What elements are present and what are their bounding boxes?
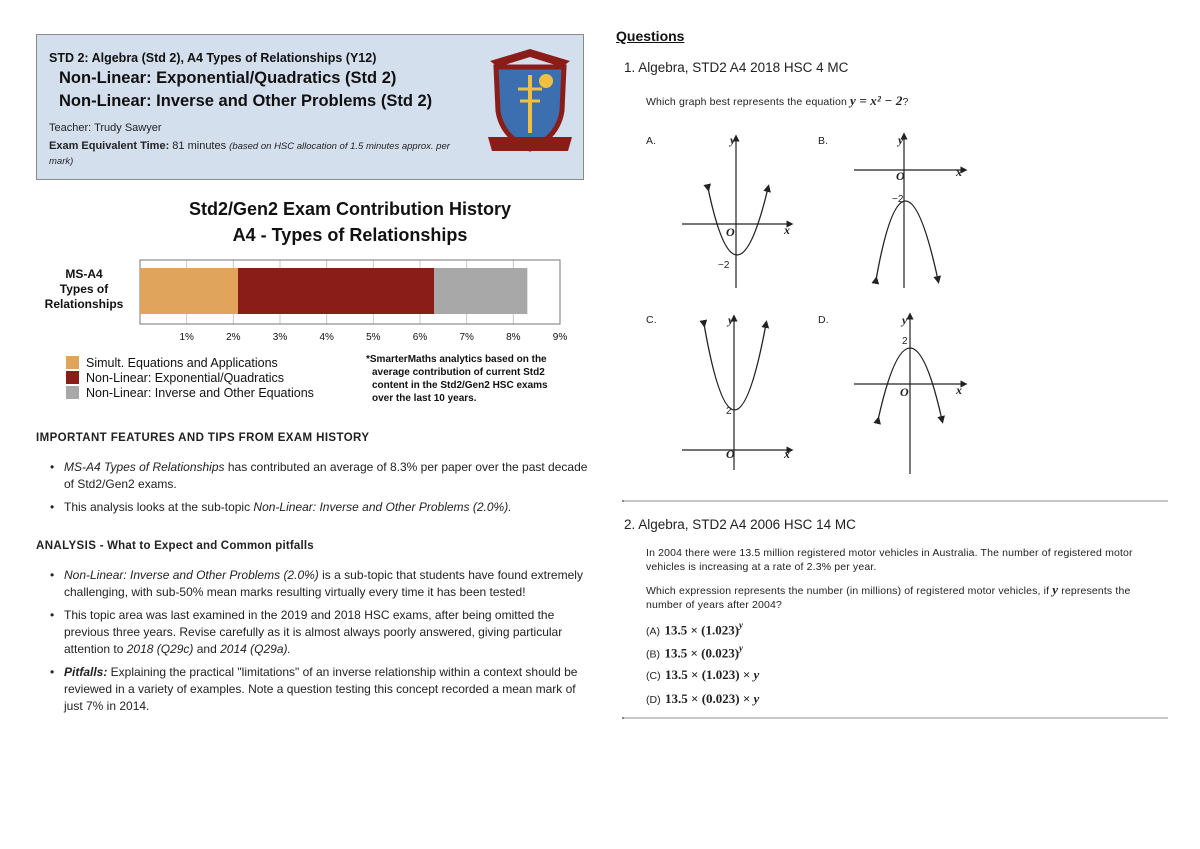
category-label-line-3: Relationships — [44, 297, 124, 311]
legend-swatch-simult — [66, 356, 79, 369]
origin-label: O — [726, 225, 735, 239]
list-item-text: has contributed an average of 8.3% per paper over the past decade of Std2/Gen2 exams. — [64, 460, 588, 491]
x-tick-label: 4% — [319, 332, 334, 343]
graph-option-a[interactable] — [678, 132, 798, 292]
chart-note-line-3: content in the Std2/Gen2 HSC exams — [372, 380, 548, 391]
pitfalls-label: Pitfalls: — [64, 665, 108, 679]
intercept-label: 2 — [902, 336, 908, 347]
option-label: (B) — [646, 648, 660, 661]
features-heading: IMPORTANT FEATURES AND TIPS FROM EXAM HISTORY — [36, 432, 370, 444]
legend-swatch-exponential — [66, 371, 79, 384]
option-expression: 13.5 × (0.023) — [664, 645, 740, 661]
list-item-text: and — [193, 642, 221, 656]
course-line: STD 2: Algebra (Std 2), A4 Types of Relationships (Y12) — [49, 51, 377, 65]
origin-label: O — [900, 385, 909, 399]
option-label: (A) — [646, 625, 660, 638]
y-axis-label: y — [902, 313, 908, 327]
option-variable: y — [753, 691, 760, 706]
x-tick-labels — [179, 332, 567, 343]
graph-option-d[interactable] — [852, 312, 972, 477]
contribution-chart — [36, 192, 586, 417]
chart-bars — [140, 268, 527, 314]
q1-prompt — [646, 93, 908, 109]
list-item-text: is a sub-topic that students have found extremely challenging, with sub-50% mean marks resulting virtually every time it has been tested! — [64, 568, 583, 599]
list-item-text: This topic area was last examined in the 2019 and 2018 HSC exams, after being omitted the previous three years. Revise carefully as it is almost always poorly answered, giving particular attention to — [64, 608, 563, 656]
analysis-heading — [36, 540, 314, 552]
y-axis-label: y — [898, 133, 904, 147]
option-c-label[interactable]: C. — [646, 314, 657, 326]
reference-2018: 2018 (Q29c) — [126, 642, 194, 656]
q2-para1: In 2004 there were 13.5 million registered motor vehicles in Australia. The number of registered motor vehicles is increasing at a rate of 2.3% per year. — [646, 547, 1133, 573]
option-expression: 13.5 × (0.023) × — [665, 691, 754, 706]
questions-heading: Questions — [616, 28, 685, 44]
option-variable: y — [753, 667, 760, 682]
list-item — [50, 607, 590, 658]
x-tick-label: 1% — [179, 332, 194, 343]
legend-label-simult: Simult. Equations and Applications — [86, 356, 278, 370]
analysis-heading-rest: - What to Expect and Common pitfalls — [96, 540, 314, 552]
list-item — [50, 567, 590, 601]
q2-variable: y — [1052, 582, 1059, 597]
x-axis-label: x — [956, 165, 962, 179]
x-axis-label: x — [784, 447, 790, 461]
chart-note-line-1: *SmarterMaths analytics based on the — [366, 354, 547, 365]
x-tick-label: 7% — [459, 332, 474, 343]
q2-para2-text: Which expression represents the number (in millions) of registered motor vehicles, if — [646, 585, 1053, 597]
option-d-label[interactable]: D. — [818, 314, 829, 326]
option-exponent: y — [739, 643, 744, 653]
q2-para2 — [646, 583, 1166, 612]
intercept-label: 2 — [726, 406, 732, 417]
x-tick-label: 8% — [506, 332, 521, 343]
graph-option-b[interactable] — [852, 132, 972, 292]
category-label-line-2: Types of — [59, 282, 109, 296]
x-tick-label: 3% — [272, 332, 288, 343]
question-divider — [622, 717, 1168, 719]
teacher-name: Trudy Sawyer — [94, 122, 162, 134]
legend-label-inverse: Non-Linear: Inverse and Other Equations — [86, 386, 314, 400]
subtopic-name: Non-Linear: Inverse and Other Problems (2.0%) — [64, 568, 319, 582]
legend-swatch-inverse — [66, 386, 79, 399]
exam-time-line — [49, 139, 469, 169]
q2-option-a[interactable] — [646, 620, 743, 639]
reference-2014: 2014 (Q29a). — [220, 642, 291, 656]
x-axis-label: x — [956, 383, 962, 397]
q2-option-d[interactable] — [646, 690, 759, 708]
q2-title: 2. Algebra, STD2 A4 2006 HSC 14 MC — [624, 517, 856, 532]
list-item — [50, 664, 590, 715]
option-b-label[interactable]: B. — [818, 135, 829, 147]
chart-note-line-4: over the last 10 years. — [372, 393, 477, 404]
option-label: (C) — [646, 670, 661, 682]
exam-time-label: Exam Equivalent Time: — [49, 140, 170, 152]
teacher-line — [49, 122, 162, 134]
q2-option-c[interactable] — [646, 666, 759, 684]
x-tick-label: 9% — [552, 332, 568, 343]
chart-subtitle: A4 - Types of Relationships — [232, 225, 468, 245]
q2-option-b[interactable] — [646, 643, 743, 662]
subtopic-name: Non-Linear: Inverse and Other Problems (2.0%). — [253, 500, 512, 514]
legend-label-exponential: Non-Linear: Exponential/Quadratics — [86, 371, 285, 385]
exam-time-value: 81 minutes — [172, 140, 227, 152]
y-axis-label: y — [728, 313, 734, 327]
analysis-list — [50, 567, 590, 721]
x-tick-label: 6% — [412, 332, 428, 343]
bar-segment-2 — [434, 268, 527, 314]
x-tick-label: 5% — [366, 332, 381, 343]
topic-name: MS-A4 Types of Relationships — [64, 460, 225, 474]
topic-title-1: Non-Linear: Exponential/Quadratics (Std 2) — [59, 69, 397, 87]
chart-title: Std2/Gen2 Exam Contribution History — [188, 199, 512, 219]
chart-note-line-2: average contribution of current Std2 — [372, 367, 545, 378]
option-expression: 13.5 × (1.023) — [664, 622, 740, 638]
list-item — [50, 459, 590, 493]
topic-title-2: Non-Linear: Inverse and Other Problems (Std 2) — [59, 92, 433, 110]
q1-prompt-text: Which graph best represents the equation — [646, 96, 851, 108]
intercept-label: −2 — [892, 194, 904, 205]
list-item — [50, 499, 590, 516]
school-crest-icon — [482, 41, 578, 159]
q1-question-mark: ? — [902, 96, 909, 108]
graph-option-c[interactable] — [678, 312, 798, 472]
q2-para2-text-end: represents the number of years after 2004? — [646, 585, 1131, 611]
origin-label: O — [896, 169, 905, 183]
teacher-label: Teacher: — [49, 122, 92, 134]
x-tick-label: 2% — [226, 332, 241, 343]
option-label: (D) — [646, 694, 661, 706]
analysis-heading-bold: ANALYSIS — [36, 540, 97, 552]
intercept-label: −2 — [718, 260, 730, 271]
q1-title: 1. Algebra, STD2 A4 2018 HSC 4 MC — [624, 60, 849, 75]
q1-equation: y = x² − 2 — [850, 93, 903, 108]
bar-segment-1 — [238, 268, 434, 314]
option-a-label[interactable]: A. — [646, 135, 657, 147]
option-expression: 13.5 × (1.023) × — [665, 667, 754, 682]
origin-label: O — [726, 447, 735, 461]
category-label-line-1: MS-A4 — [65, 267, 103, 281]
x-axis-label: x — [784, 223, 790, 237]
y-axis-label: y — [730, 133, 736, 147]
header-box — [36, 34, 584, 180]
list-item-text: Explaining the practical "limitations" of an inverse relationship within a context should be reviewed in a variety of examples. Note a question testing this concept recorded a mean mark of just 7% in 2014. — [64, 665, 578, 713]
exam-time-note: (based on HSC allocation of 1.5 minutes approx. per mark) — [49, 141, 450, 167]
bar-segment-0 — [140, 268, 238, 314]
question-divider — [622, 500, 1168, 502]
features-list — [50, 459, 590, 522]
list-item-text: This analysis looks at the sub-topic — [64, 500, 254, 514]
option-exponent: y — [739, 620, 744, 630]
